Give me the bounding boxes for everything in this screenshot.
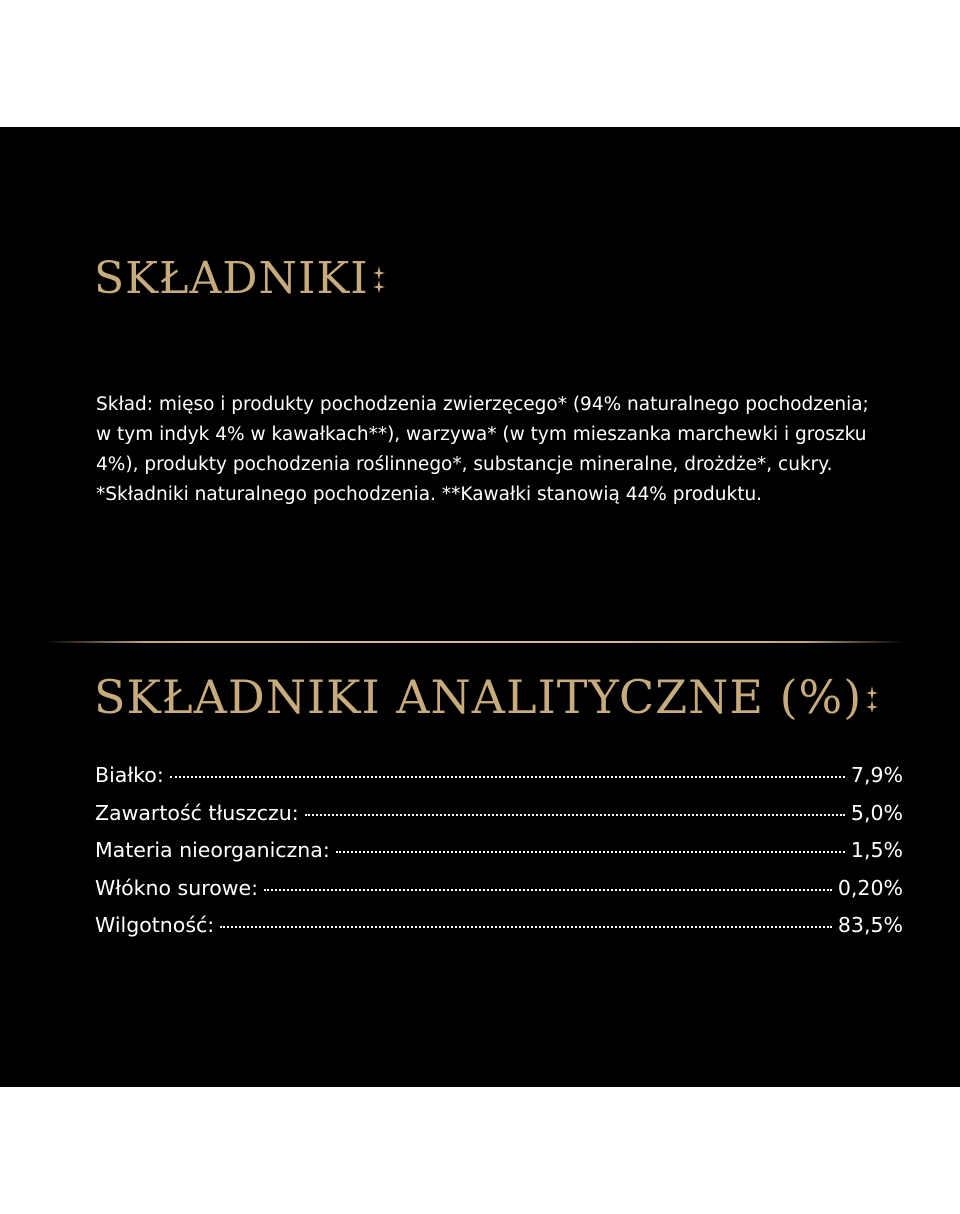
analysis-row-fibre (95, 870, 903, 908)
analysis-heading-text: SKŁADNIKI ANALITYCZNE (%) (94, 670, 863, 724)
sparkle-colon-icon (866, 683, 878, 713)
analysis-label: Wilgotność: (95, 913, 215, 937)
analysis-label: Materia nieorganiczna: (95, 838, 330, 862)
ingredients-heading (94, 251, 385, 307)
ingredients-text (96, 390, 876, 510)
dotted-leader (170, 776, 845, 778)
ingredients-panel (0, 127, 960, 1087)
analysis-row-ash (95, 832, 903, 870)
ingredients-composition: Skład: mięso i produkty pochodzenia zwierzęcego* (94% naturalnego pochodzenia; w tym indyk 4% w kawałkach**), warzywa* (w tym mieszanka marchewki i groszku 4%), produkty pochodzenia roślinnego*, substancje mineralne, drożdże*, cukry. (96, 394, 869, 475)
analysis-value: 0,20% (837, 875, 903, 900)
analysis-label: Białko: (95, 763, 164, 787)
analysis-label: Włókno surowe: (95, 875, 259, 900)
analysis-value: 7,9% (850, 763, 903, 787)
section-divider (45, 641, 905, 643)
analysis-value: 5,0% (850, 800, 903, 825)
dotted-leader (336, 851, 845, 853)
analysis-value: 1,5% (850, 838, 903, 862)
ingredients-footnote: *Składniki naturalnego pochodzenia. **Kawałki stanowią 44% produktu. (96, 484, 763, 505)
dotted-leader (305, 814, 845, 816)
dotted-leader (264, 889, 832, 891)
analysis-row-moisture (95, 907, 903, 945)
analysis-row-protein (95, 757, 903, 795)
analysis-table (95, 757, 903, 945)
ingredients-heading-text: SKŁADNIKI (94, 253, 369, 304)
analysis-label: Zawartość tłuszczu: (95, 800, 299, 825)
analysis-row-fat (95, 795, 903, 833)
dotted-leader (220, 926, 832, 928)
sparkle-colon-icon (373, 263, 385, 293)
analysis-value: 83,5% (837, 913, 903, 937)
analysis-heading (94, 667, 878, 727)
